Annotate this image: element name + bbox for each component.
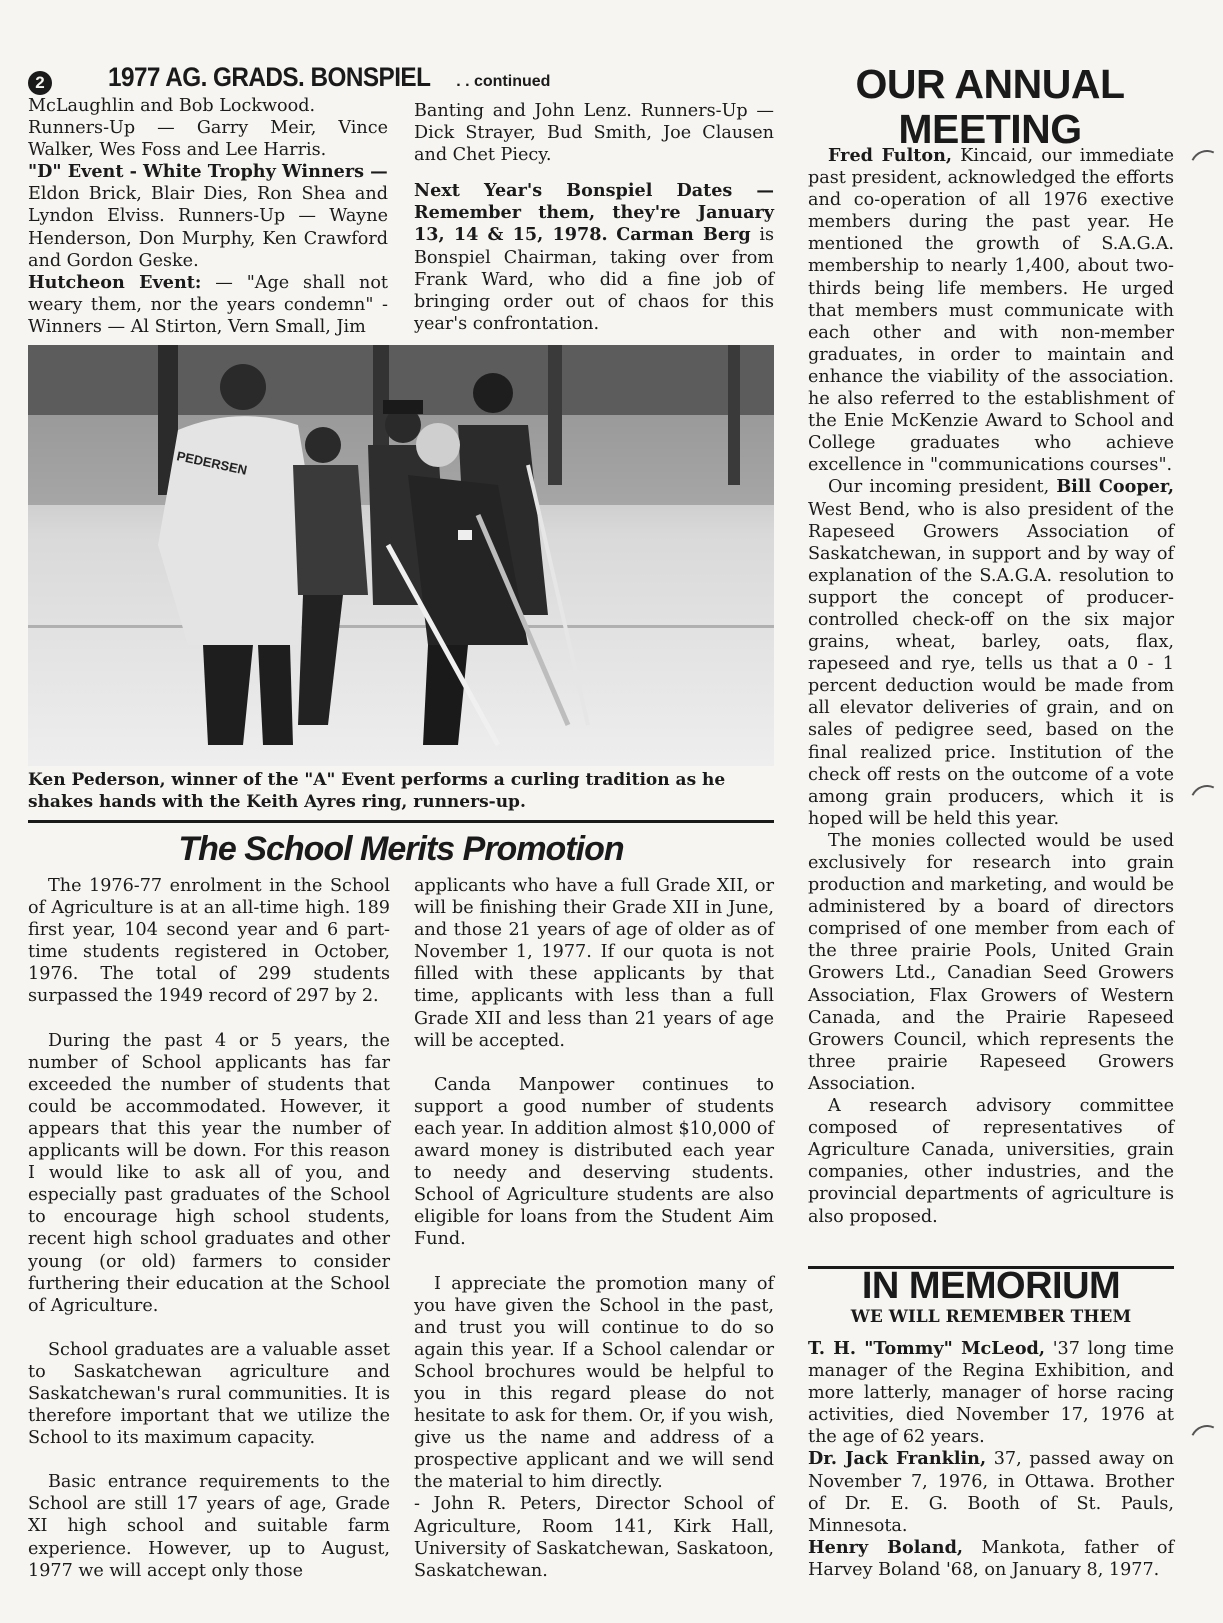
annual-meeting-title <box>806 62 1174 152</box>
school-paragraph: School graduates are a valuable asset to Saskatchewan agriculture and Saskatchewan's rural communities. It is therefore important that we utilize the School to its maximum capacity. <box>28 1339 390 1449</box>
bonspiel-event-heading: "D" Event - White Trophy Winners — <box>28 161 388 183</box>
bonspiel-text: is Bonspiel Chairman, taking over from Frank Ward, who did a fine job of bringing order out of chaos for this year's confrontation. <box>414 225 774 334</box>
annual-paragraph: The monies collected would be used exclusively for research into grain production and marketing, and would be administered by a board of directors comprised of one member from each of the three prairie Pools, United Grain Growers Ltd., Canadian Seed Growers Association, Flax Growers of Western Canada, and the Prairie Rapeseed Growers Council, which represents the three prairie Rapeseed Growers Association. <box>808 830 1174 1094</box>
annual-title-line: OUR ANNUAL <box>855 61 1125 107</box>
school-column-2 <box>414 875 774 1582</box>
bonspiel-title: 1977 AG. GRADS. BONSPIEL <box>108 62 431 92</box>
annual-title-line: MEETING <box>898 106 1082 152</box>
school-paragraph: The 1976-77 enrolment in the School of Agriculture is at an all-time high. 189 first year, 104 second year and 6 part-time students registered in October, 1976. The total of 299 students surpassed the 1949 record of 297 by 2. <box>28 876 390 1007</box>
memorium-subtitle: WE WILL REMEMBER THEM <box>850 1307 1132 1327</box>
memorium-text: 37, passed away on November 7, 1976, in Ottawa. Brother of Dr. E. G. Booth of St. Pauls, Minnesota. <box>808 1449 1174 1536</box>
school-paragraph: Canda Manpower continues to support a good number of students each year. In addition almost $10,000 of award money is distributed each year to needy and deserving students. School of Agriculture students are also eligible for loans from the Student Aim Fund. <box>414 1074 774 1250</box>
binder-hole-mark <box>1185 145 1223 189</box>
section-divider <box>28 820 774 823</box>
memorium-text: '37 long time manager of the Regina Exhibition, and more latterly, manager of horse racing activities, died November 17, 1976 at the age of 62 years. <box>808 1339 1174 1448</box>
memorium-title: IN MEMORIUM <box>861 1265 1121 1307</box>
memorium-entry <box>808 1537 1174 1581</box>
school-paragraph: applicants who have a full Grade XII, or will be finishing their Grade XII in June, and those 21 years of age of older as of November 1, 1977. If our quota is not filled with these applicants by that time, applicants with less than a full Grade XII and less than 21 years of age will be accepted. <box>414 876 774 1051</box>
person-name: Fred Fulton, <box>828 145 953 166</box>
curling-photo <box>28 345 774 766</box>
page-number: 2 <box>28 71 52 95</box>
school-column-1 <box>28 875 390 1582</box>
person-name: Bill Cooper, <box>1056 476 1174 498</box>
annual-paragraph: West Bend, who is also president of the Rapeseed Growers Association of Saskatchewan, in support and by way of explanation of the S.A.G.A. resolution to support the concept of producer-controlled check-off on the six major grains, wheat, barley, oats, flax, rapeseed and rye, tells us that a 0 - 1 percent deduction would be made from all elevator deliveries of grain, and on sales of pedigree seed, based on the final realized price. Institution of the check off rests on the outcome of a vote among grain producers, which it is hoped will be held this year. <box>808 499 1174 829</box>
school-paragraph: I appreciate the promotion many of you have given the School in the past, and trust you will continue to do so again this year. If a School calendar or School brochures would be helpful to you in this regard please do not hesitate to ask for them. Or, if you wish, give us the name and address of a prospective applicant and we will send the material to him directly. <box>414 1273 774 1493</box>
bonspiel-text: Banting and John Lenz. Runners-Up — Dick Strayer, Bud Smith, Joe Clausen and Chet Piecy. <box>414 101 774 166</box>
next-bonspiel-dates: Next Year's Bonspiel Dates — Remember them, they're January 13, 14 & 15, 1978. <box>414 180 774 246</box>
annual-paragraph: Our incoming president, <box>828 477 1057 498</box>
annual-paragraph: A research advisory committee composed of representatives of Agriculture Canada, universities, grain companies, other industries, and the provincial departments of agriculture is also proposed. <box>808 1096 1174 1227</box>
school-signature: - John R. Peters, Director School of Agriculture, Room 141, Kirk Hall, University of Saskatchewan, Saskatoon, Saskatchewan. <box>414 1494 774 1581</box>
bonspiel-column-2 <box>414 100 774 335</box>
photo-caption: Ken Pederson, winner of the "A" Event performs a curling tradition as he shakes hands with the Keith Ayres ring, runners-up. <box>28 770 726 812</box>
bonspiel-text: Runners-Up — Garry Meir, Vince Walker, Wes Foss and Lee Harris. <box>28 118 388 161</box>
bonspiel-text: Eldon Brick, Blair Dies, Ron Shea and Lyndon Elviss. Runners-Up — Wayne Henderson, Don Murphy, Ken Crawford and Gordon Geske. <box>28 184 388 271</box>
school-article-title: The School Merits Promotion <box>178 830 624 868</box>
school-paragraph: During the past 4 or 5 years, the number of School applicants has far exceeded the number of students that could be accommodated. However, it appears that this year the number of applicants will be down. For this reason I would like to ask all of you, and especially past graduates of the School to encourage high school students, recent high school graduates and other young (or old) farmers to consider furthering their education at the School of Agriculture. <box>28 1030 390 1316</box>
bonspiel-column-1 <box>28 95 388 338</box>
bonspiel-event-heading: Hutcheon Event: <box>28 271 202 293</box>
bonspiel-text: McLaughlin and Bob Lockwood. <box>28 96 316 116</box>
person-name: Dr. Jack Franklin, <box>808 1448 987 1470</box>
school-paragraph: Basic entrance requirements to the School are still 17 years of age, Grade XI high school and suitable farm experience. However, up to August, 1977 we will accept only those <box>28 1472 390 1581</box>
bonspiel-header <box>28 62 550 94</box>
binder-hole-mark <box>1185 780 1223 824</box>
annual-paragraph: Kincaid, our immediate past president, acknowledged the efforts and co-operation of all 1976 exective members during the past year. He mentioned the growth of S.A.G.A. membership to nearly 1,400, about two-thirds being life members. He urged that members must communicate with each other and with non-member graduates, in order to maintain and enhance the viability of the association. he also referred to the establishment of the Enie McKenzie Award to School and College graduates who achieve excellence in "communications courses". <box>808 146 1174 476</box>
memorium-entry <box>808 1448 1174 1536</box>
annual-meeting-column <box>808 145 1174 1228</box>
continued-label: . . continued <box>456 73 551 90</box>
person-name: Henry Boland, <box>808 1536 964 1558</box>
person-name: T. H. "Tommy" McLeod, <box>808 1338 1045 1359</box>
bonspiel-text: — "Age shall not weary them, nor the years condemn" - Winners — Al Stirton, Vern Small, Jim <box>28 272 388 337</box>
curling-scene-image <box>28 345 774 766</box>
chairman-name: Carman Berg <box>616 224 751 246</box>
memorium-entry <box>808 1338 1174 1448</box>
memorium-text: Mankota, father of Harvey Boland '68, on January 8, 1977. <box>808 1537 1174 1580</box>
binder-hole-mark <box>1185 1420 1223 1464</box>
memorium-column <box>808 1338 1174 1581</box>
jacket-lettering: PEDERSEN <box>175 448 249 478</box>
